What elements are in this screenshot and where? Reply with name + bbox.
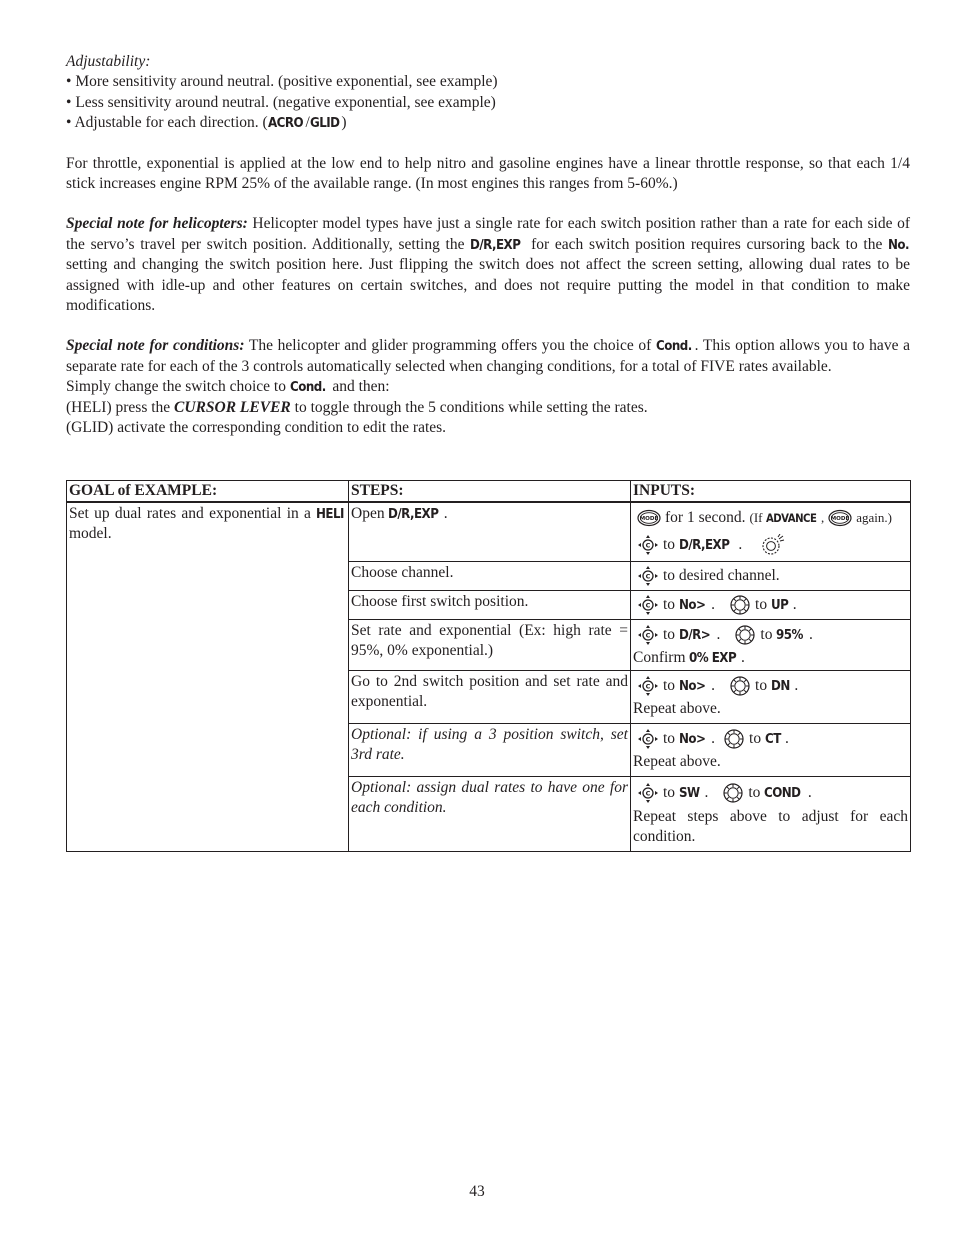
repeat-line: Repeat above.: [633, 700, 721, 717]
goal-text: model.: [69, 525, 112, 542]
note-text: again.): [856, 510, 892, 525]
input-text: .: [785, 730, 789, 747]
input-text: to: [663, 626, 676, 643]
lcd-dr-exp: D/R,EXP: [388, 506, 439, 522]
cursor-lever-icon: [637, 565, 659, 587]
lcd-sw: SW: [679, 785, 700, 801]
heli-note-label: Special note for helicopters:: [66, 215, 248, 233]
input-text: .: [711, 730, 716, 747]
heli-note-text: Helicopter model types have just a single rate for each switch position rather than a rate for each side of the servo’s travel per switch position. Additionally, setting the: [66, 215, 910, 253]
inputs-cell: [631, 724, 911, 777]
bullet-text: More sensitivity around neutral. (positive exponential, see example): [75, 73, 498, 91]
adjustability-heading: Adjustability:: [66, 53, 151, 70]
input-text: .: [711, 677, 716, 694]
dial-icon: [734, 624, 756, 646]
step-cell: Optional: if using a 3 position switch, set 3rd rate.: [349, 724, 631, 777]
lcd-glid: GLID: [309, 115, 340, 132]
cursor-lever-icon: [637, 534, 659, 556]
bullet-text: Adjustable for each direction. (: [74, 114, 268, 132]
step-cell: Set rate and exponential (Ex: high rate = 95%, 0% exponential.): [349, 620, 631, 671]
lcd-dn: DN: [771, 678, 790, 694]
confirm-line: [631, 648, 908, 668]
bullet-item: • Adjustable for each direction. (ACRO /GLID ): [66, 113, 910, 133]
lcd-heli: HELI: [316, 506, 345, 522]
cond-line: [66, 377, 910, 397]
dial-icon: [729, 594, 751, 616]
goal-cell: [67, 502, 349, 852]
page-number: 43: [469, 1183, 485, 1200]
input-note: [750, 508, 825, 528]
inputs-cell: [631, 591, 911, 620]
cursor-lever-icon: [637, 782, 659, 804]
input-text: to desired channel.: [663, 567, 780, 584]
repeat-line: Repeat steps above to adjust for each condition.: [633, 808, 908, 845]
inputs-cell: [631, 562, 911, 591]
lcd-cond: Cond.: [289, 379, 326, 396]
input-text: to: [663, 730, 676, 747]
input-text: to: [760, 626, 773, 643]
inputs-cell: [631, 671, 911, 724]
lcd-dr-exp: D/R,EXP: [470, 236, 521, 253]
input-text: .: [792, 596, 797, 613]
input-text: .: [738, 536, 743, 553]
cond-note-label: Special note for conditions:: [66, 337, 245, 355]
input-text: .: [740, 649, 745, 666]
cond-note-text: . This option allows you to have a separate rate for each of the 3 controls automatically selected when changing conditions, for a total of FIVE rates available.: [66, 337, 910, 375]
repeat-line: Repeat above.: [633, 753, 721, 770]
bullet-text: Less sensitivity around neutral. (negative exponential, see example): [75, 93, 496, 111]
table-header-inputs: INPUTS:: [631, 481, 911, 503]
dial-icon: [723, 728, 745, 750]
input-text: .: [716, 626, 721, 643]
lcd-dr-exp: D/R,EXP: [679, 537, 730, 553]
step-cell: [349, 502, 631, 562]
input-text: to: [663, 677, 676, 694]
input-text: to: [755, 596, 768, 613]
lcd-advance: ADVANCE: [765, 511, 817, 525]
input-text: .: [807, 784, 812, 801]
lcd-no: No.: [888, 236, 910, 253]
lcd-cond: COND: [764, 785, 801, 801]
cond-line-text: to toggle through the 5 conditions while setting the rates.: [290, 398, 648, 416]
cond-line: [66, 398, 910, 418]
dial-press-icon: [758, 534, 786, 556]
mode-button-icon: [828, 509, 852, 527]
page-body: [66, 52, 910, 439]
input-text: to: [748, 784, 761, 801]
input-text: .: [794, 677, 799, 694]
lcd-no: No>: [679, 731, 706, 747]
cursor-lever-icon: [637, 594, 659, 616]
cursor-lever-icon: [637, 675, 659, 697]
input-text: to: [663, 596, 676, 613]
lcd-cond: Cond.: [656, 338, 692, 355]
cursor-lever-text: CURSOR LEVER: [174, 398, 291, 416]
heli-note: [66, 214, 910, 316]
inputs-cell: [631, 777, 911, 852]
lcd-ct: CT: [765, 731, 781, 747]
cursor-lever-icon: [637, 728, 659, 750]
cursor-lever-icon: [637, 624, 659, 646]
step-cell: Go to 2nd switch position and set rate and exponential.: [349, 671, 631, 724]
lcd-dr: D/R>: [679, 627, 711, 643]
lcd-95: 95%: [776, 627, 804, 643]
throttle-paragraph: For throttle, exponential is applied at the low end to help nitro and gasoline engines have a linear throttle response, so that each 1/4 stick increases engine RPM 25% of the available range. (In most engines this ranges from 5-60%.): [66, 154, 910, 193]
dial-icon: [729, 675, 751, 697]
bullet-item: • More sensitivity around neutral. (positive exponential, see example): [66, 73, 498, 91]
step-cell: Choose channel.: [349, 562, 631, 591]
example-table: [66, 480, 911, 852]
input-text: Confirm: [633, 649, 690, 666]
dial-icon: [722, 782, 744, 804]
input-text: .: [808, 626, 813, 643]
input-text: to: [663, 536, 676, 553]
lcd-0-exp: 0% EXP: [689, 650, 737, 666]
cond-note-text: The helicopter and glider programming offers you the choice of: [244, 337, 657, 355]
input-text: to: [749, 730, 762, 747]
table-header-steps: STEPS:: [349, 481, 631, 503]
input-text: to: [663, 784, 676, 801]
goal-text: Set up dual rates and exponential in a: [69, 505, 317, 522]
cond-line-text: (HELI) press the: [66, 398, 175, 416]
bullet-item: • Less sensitivity around neutral. (negative exponential, see example): [66, 93, 496, 111]
input-text: .: [711, 596, 716, 613]
input-text: .: [704, 784, 709, 801]
bullet-close: ): [341, 114, 347, 132]
inputs-cell: [631, 620, 911, 671]
separator: /: [305, 114, 310, 132]
table-row: [67, 502, 911, 562]
table-header-goal: GOAL of EXAMPLE:: [67, 481, 349, 503]
note-text: ,: [820, 510, 825, 525]
mode-button-icon: [637, 509, 661, 527]
lcd-no: No>: [679, 678, 706, 694]
lcd-no: No>: [679, 597, 706, 613]
cond-line: (GLID) activate the corresponding condition to edit the rates.: [66, 419, 447, 437]
input-text: to: [755, 677, 768, 694]
input-text: for 1 second.: [665, 509, 746, 526]
heli-note-text: setting and changing the switch position here. Just flipping the switch does not affect the screen setting, allowing dual rates to be assigned with idle-up and other features on certain switches, and does not require putting the model in that condition to make modifications.: [66, 256, 910, 315]
step-cell: Choose first switch position.: [349, 591, 631, 620]
step-cell: Optional: assign dual rates to have one for each condition.: [349, 777, 631, 852]
cond-line-text: Simply change the switch choice to: [66, 378, 290, 396]
inputs-cell: [631, 502, 911, 562]
step-text: Open: [351, 505, 389, 522]
note-text: (If: [749, 510, 766, 525]
cond-note: [66, 336, 910, 377]
step-text: .: [443, 505, 448, 522]
lcd-up: UP: [771, 597, 789, 613]
heli-note-text: for each switch position requires cursoring back to the: [525, 235, 889, 253]
lcd-acro: ACRO: [267, 115, 303, 132]
cond-line-text: and then:: [328, 378, 390, 396]
